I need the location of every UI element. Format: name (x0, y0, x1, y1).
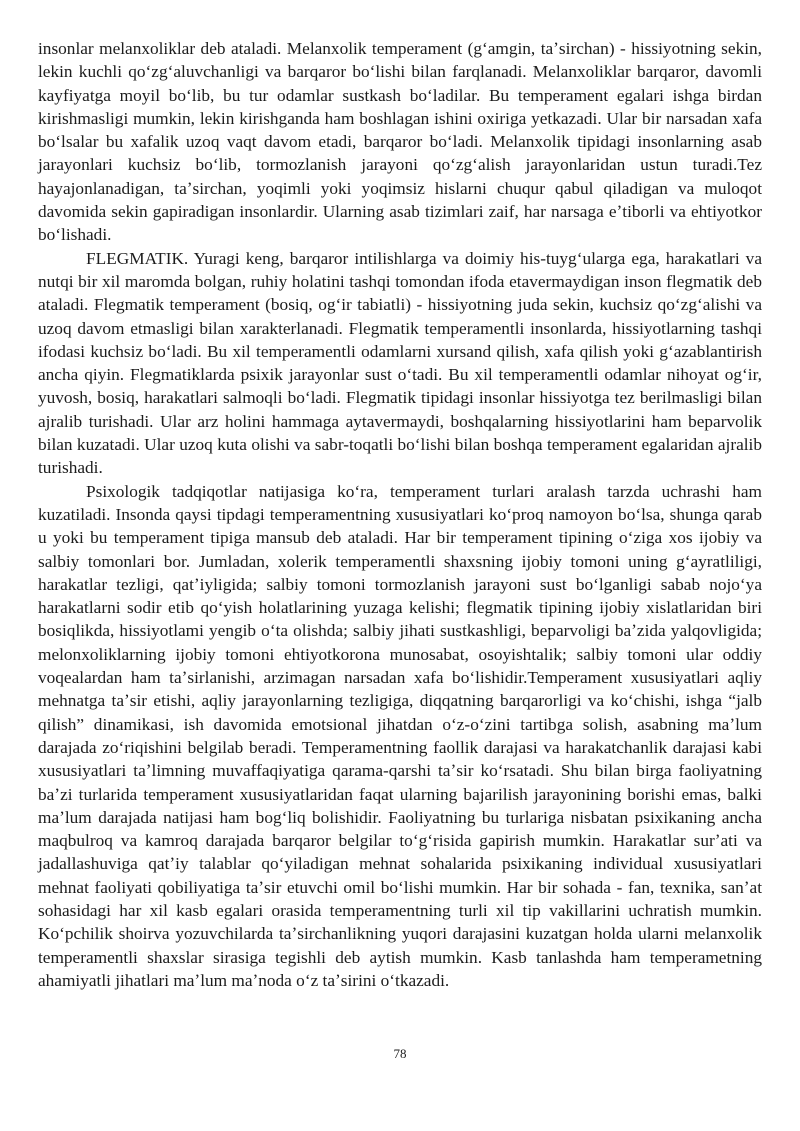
page-number: 78 (393, 1046, 407, 1061)
document-page (38, 37, 762, 992)
paragraph-mixed-temperament: Psixologik tadqiqotlar natijasiga koʻra, temperament turlari aralash tarzda uchrashi ham kuzatiladi. Insonda qaysi tipdagi temperamentning xususiyatlari koʻproq namoyon boʻlsa, shunga qarab u yoki bu temperament tipiga mansub deb ataladi. Har bir temperament tipining oʻziga xos ijobiy va salbiy tomonlari bor. Jumladan, xolerik temperamentli shaxsning ijobiy tomoni uning gʻayratliligi, harakatlar tezligi, qatʼiyligida; salbiy tomoni tormozlanish jarayoni sust boʻlganligi sabab nojoʻya harakatlarni sodir etib qoʻyish holatlarining yuzaga kelishi; flegmatik tipining ijobiy xislatlaridan biri bosiqlikda, hissiyotlami yengib oʻta olishda; salbiy jihati sustkashligi, beparvoligi baʼzida yalqovligida; melonxoliklarning ijobiy tomoni ehtiyotkorona munosabat, osoyishtalik; salbiy tomoni ular oddiy voqealardan ham taʼsirlanishi, arzimagan narsadan xafa boʻlishidir.Temperament xususiyatlari aqliy mehnatga taʼsir etishi, aqliy jarayonlarning tezligiga, diqqatning barqarorligi va koʻchishi, ishga “jalb qilish” dinamikasi, ish davomida emotsional jihatdan oʻz-oʻzini tartibga solish, asabning maʼlum darajada zoʻriqishini belgilab beradi. Temperamentning faollik darajasi va harakatchanlik darajasi kabi xususiyatlari taʼlimning muvaffaqiyatiga qarama-qarshi taʼsir koʻrsatadi. Shu bilan birga faoliyatning baʼzi turlarida temperament xususiyatlaridan faqat ularning bajarilish jarayonining borishi emas, balki maʼlum darajada natijasi ham bogʻliq bolishidir. Faoliyatning bu turlariga nisbatan psixikaning ancha maqbulroq va kamroq darajada barqaror belgilar toʻgʻrisida gapirish mumkin. Harakatlar surʼati va jadallashuviga qatʼiy talablar qoʻyiladigan mehnat sohalarida psixikaning individual xususiyatlari mehnat faoliyati qobiliyatiga taʼsir etuvchi omil boʻlishi mumkin. Har bir sohada - fan, texnika, sanʼat sohasidagi har xil kasb egalari orasida temperamentning turli xil tip vakillarini uchratish mumkin. Koʻpchilik shoirva yozuvchilarda taʼsirchanlikning yuqori darajasini kuzatgan holda ularni melanxolik temperamentli shaxslar sirasiga tegishli deb aytish mumkin. Kasb tanlashda ham temperametning ahamiyatli jihatlari maʼlum maʼnoda oʻz taʼsirini oʻtkazadi. (38, 481, 762, 990)
paragraph-melancholic-continuation: insonlar melanxoliklar deb ataladi. Melanxolik temperament (gʻamgin, taʼsirchan) - hissiyotning sekin, lekin kuchli qoʻzgʻaluvchanligi va barqaror boʻlishi bilan farqlanadi. Melanxoliklar barqaror, davomli kayfiyatga moyil boʻlib, bu tur odamlar sustkash boʻladilar. Bu temperament egalari ishga birdan kirishmasligi mumkin, lekin kirishganda ham boshlagan ishini oxiriga yetkazadi. Ular bir narsadan xafa boʻlsalar bu xafalik uzoq vaqt davom etadi, barqaror boʻladi. Melanxolik tipidagi insonlarning asab jarayonlari kuchsiz boʻlib, tormozlanish jarayoni qoʻzgʻalish jarayonlaridan ustun turadi.Tez hayajonlanadigan, taʼsirchan, yoqimli yoki yoqimsiz hislarni chuqur qabul qiladigan va muloqot davomida sekin gapiradigan insonlardir. Ularning asab tizimlari zaif, har narsaga eʼtiborli va ehtiyotkor boʻlishadi. (38, 39, 762, 245)
paragraph-phlegmatic: FLEGMATIK. Yuragi keng, barqaror intilishlarga va doimiy his-tuygʻularga ega, harakatlari va nutqi bir xil maromda bolgan, ruhiy holatini tashqi tomondan ifoda etavermaydigan inson flegmatik deb ataladi. Flegmatik temperament (bosiq, ogʻir tabiatli) - hissiyotning juda sekin, kuchsiz qoʻzgʻalishi va uzoq davom etmasligi bilan xarakterlanadi. Flegmatik temperamentli insonlarda, hissiyotlarning tashqi ifodasi kuchsiz boʻladi. Bu xil temperamentli odamlarni xursand qilish, xafa qilish yoki gʻazablantirish ancha qiyin. Flegmatiklarda psixik jarayonlar sust oʻtadi. Bu xil temperamentli odamlar nihoyat ogʻir, yuvosh, bosiq, harakatlari salmoqli boʻladi. Flegmatik tipidagi insonlar hissiyotga tez berilmasligi bilan ajralib turishadi. Ular arz holini hammaga aytavermaydi, boshqalarning hissiyotlarini ham beparvolik bilan kuzatadi. Ular uzoq kuta olishi va sabr-toqatli boʻlishi bilan boshqa temperament egalaridan ajralib turishadi. (38, 248, 762, 478)
